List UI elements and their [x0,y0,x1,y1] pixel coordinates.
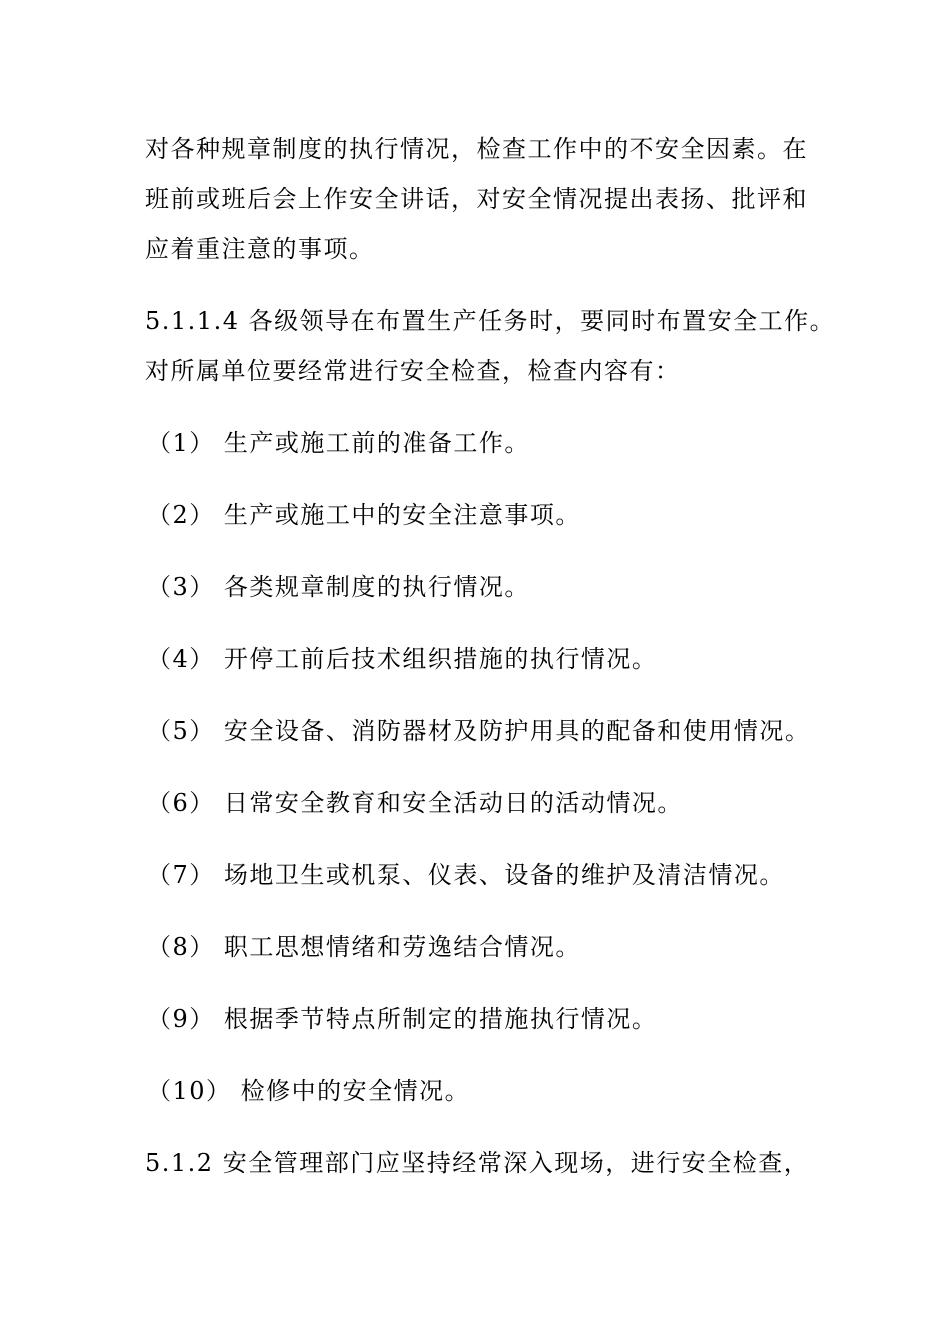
list-item: （3） 各类规章制度的执行情况。 [147,573,530,601]
list-item: （8） 职工思想情绪和劳逸结合情况。 [147,933,581,961]
paragraph-3-line-1: 5.1.2 安全管理部门应坚持经常深入现场，进行安全检查， [145,1149,810,1177]
list-item: （6） 日常安全教育和安全活动日的活动情况。 [147,789,683,817]
list-item: （7） 场地卫生或机泵、仪表、设备的维护及清洁情况。 [147,861,785,889]
paragraph-1-line-1: 对各种规章制度的执行情况，检查工作中的不安全因素。在 [145,135,808,163]
list-item: （10） 检修中的安全情况。 [147,1077,471,1105]
paragraph-2-line-2: 对所属单位要经常进行安全检查，检查内容有： [145,357,681,385]
list-item: （2） 生产或施工中的安全注意事项。 [147,501,581,529]
list-item: （9） 根据季节特点所制定的措施执行情况。 [147,1005,658,1033]
paragraph-1-line-3: 应着重注意的事项。 [145,235,375,263]
list-item: （4） 开停工前后技术组织措施的执行情况。 [147,645,658,673]
list-item: （5） 安全设备、消防器材及防护用具的配备和使用情况。 [147,717,811,745]
list-item: （1） 生产或施工前的准备工作。 [147,429,530,457]
paragraph-1-line-2: 班前或班后会上作安全讲话，对安全情况提出表扬、批评和 [145,185,808,213]
paragraph-2-line-1: 5.1.1.4 各级领导在布置生产任务时，要同时布置安全工作。 [145,307,836,335]
